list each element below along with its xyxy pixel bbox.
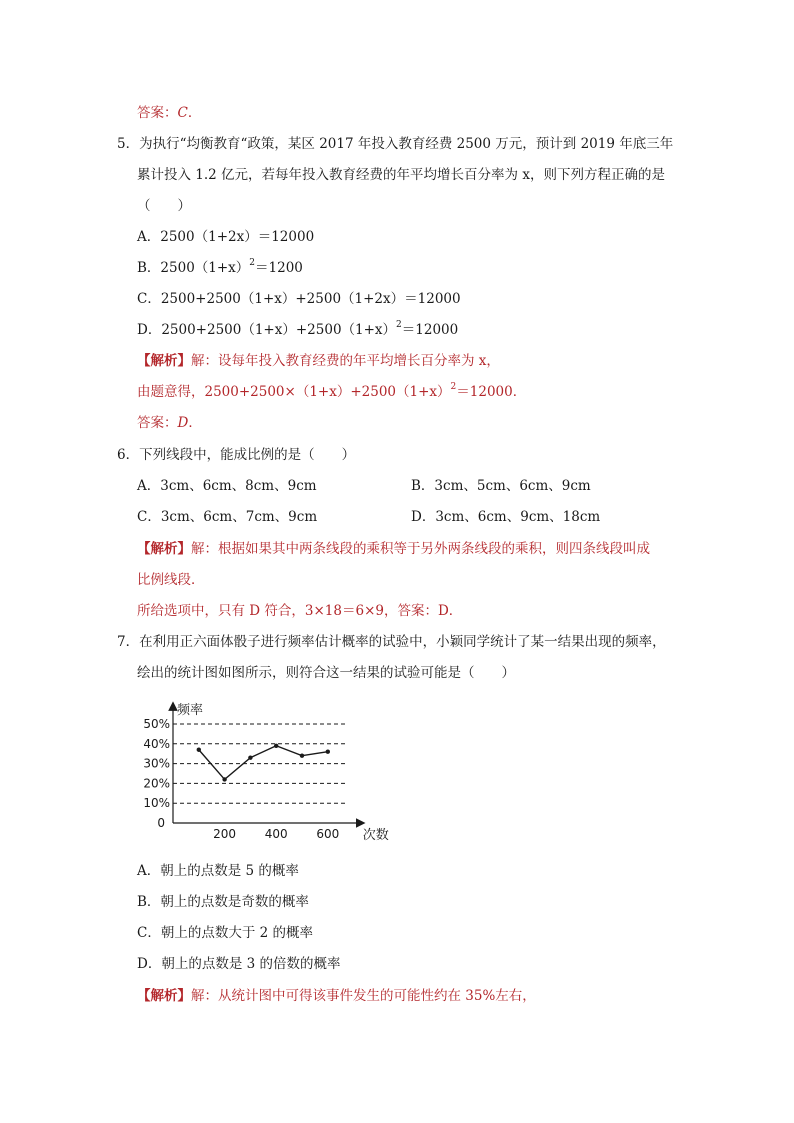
q5-analysis-line1: [137, 352, 500, 370]
x-tick-label: 200: [213, 827, 237, 841]
q7-number: 7．: [117, 634, 140, 650]
q5-analysis-tag: 【解析】: [137, 353, 191, 369]
data-point: [248, 755, 252, 759]
q5-option-b: [137, 259, 303, 277]
q5-answer-end: ．: [188, 415, 202, 431]
q5-answer: [137, 414, 202, 432]
q5-stem-line2: 累计投入 1.2 亿元，若每年投入教育经费的年平均增长百分率为 x，则下列方程正确的是: [137, 167, 665, 183]
q7-analysis-tag: 【解析】: [137, 988, 191, 1004]
q5-analysis-line2: [137, 383, 526, 401]
data-point: [197, 748, 201, 752]
q6-analysis-line3: 所给选项中，只有 D 符合，3×18＝6×9，答案：D．: [137, 603, 463, 619]
q5-option-d-sup: 2: [396, 320, 402, 330]
q5-analysis-line2-post: ＝12000．: [456, 384, 527, 400]
q4-answer-value: C: [177, 105, 188, 121]
q4-answer-end: ．: [187, 105, 202, 121]
q4-answer-label: 答案：: [137, 105, 178, 121]
q5-analysis-line2-pre: 由题意得，2500+2500×（1+x）+2500（1+x）: [137, 384, 451, 400]
q5-option-b-sup: 2: [249, 258, 256, 268]
series-line: [199, 746, 328, 780]
q5-stem-text1: 为执行“均衡教育“政策，某区 2017 年投入教育经费 2500 万元，预计到 2019 年底三年: [139, 136, 674, 152]
data-point: [274, 744, 278, 748]
q7-option-c: C．朝上的点数大于 2 的概率: [137, 925, 314, 941]
q5-option-d-pre: D．2500+2500（1+x）+2500（1+x）: [137, 322, 397, 338]
q5-answer-value: D: [177, 415, 189, 431]
q5-option-b-post: ＝1200: [255, 260, 303, 276]
q6-stem: [117, 446, 355, 464]
q7-analysis-pre: 解：: [191, 988, 218, 1004]
q5-analysis-line2-sup: 2: [450, 382, 457, 392]
q6-option-c: C．3cm、6cm、7cm、9cm: [137, 509, 318, 525]
q4-answer: [137, 104, 201, 122]
q7-analysis-line1: [137, 987, 536, 1005]
q6-analysis-line1: [137, 540, 650, 558]
q6-option-d: D．3cm、6cm、9cm、18cm: [411, 509, 601, 525]
x-tick-label: 400: [264, 827, 288, 841]
data-point: [300, 753, 304, 757]
origin-label: 0: [157, 816, 165, 830]
data-point: [326, 750, 330, 754]
q5-option-d: [137, 321, 458, 339]
q6-analysis-tag: 【解析】: [137, 541, 191, 557]
q6-stem-text: 下列线段中，能成比例的是（ ）: [139, 447, 356, 463]
q5-stem-line1: [117, 135, 673, 153]
q6-analysis-line2: 比例线段．: [137, 572, 205, 588]
x-tick-label: 600: [316, 827, 340, 841]
q5-analysis-text1: 设每年投入教育经费的年平均增长百分率为 x，: [218, 353, 500, 369]
y-tick-label: 10%: [143, 796, 170, 811]
q6-number: 6．: [117, 447, 140, 463]
q7-option-d: D．朝上的点数是 3 的倍数的概率: [137, 956, 341, 972]
frequency-chart: [135, 695, 389, 850]
q7-option-b: B．朝上的点数是奇数的概率: [137, 894, 309, 910]
q5-number: 5．: [117, 136, 140, 152]
q7-option-a: A．朝上的点数是 5 的概率: [137, 863, 299, 879]
data-point: [222, 777, 226, 781]
q6-analysis-text1: 根据如果其中两条线段的乘积等于另外两条线段的乘积，则四条线段叫成: [218, 541, 650, 557]
q6-option-b: B．3cm、5cm、6cm、9cm: [411, 478, 591, 494]
x-axis-label: 次数: [362, 828, 389, 843]
q6-analysis-pre: 解：: [191, 541, 218, 557]
q7-stem-line1: [117, 633, 666, 651]
q5-option-d-post: ＝12000: [401, 322, 459, 338]
y-tick-label: 20%: [143, 776, 170, 791]
q5-answer-label: 答案：: [137, 415, 178, 431]
q5-analysis-pre: 解：: [191, 353, 218, 369]
y-axis-label: 频率: [177, 703, 204, 719]
y-tick-label: 50%: [143, 717, 170, 731]
q5-option-c: C．2500+2500（1+x）+2500（1+2x）＝12000: [137, 291, 461, 307]
y-tick-label: 30%: [143, 756, 170, 771]
q7-analysis-text1: 从统计图中可得该事件发生的可能性约在 35%左右，: [218, 988, 536, 1004]
q6-option-a: A．3cm、6cm、8cm、9cm: [137, 478, 317, 494]
q5-option-a: A．2500（1+2x）＝12000: [137, 229, 315, 245]
q7-stem-line2: 绘出的统计图如图所示，则符合这一结果的试验可能是（ ）: [137, 665, 515, 681]
q7-stem-text1: 在利用正六面体骰子进行频率估计概率的试验中，小颖同学统计了某一结果出现的频率，: [139, 634, 666, 650]
y-tick-label: 40%: [143, 736, 170, 751]
q5-option-b-pre: B．2500（1+x）: [137, 260, 250, 276]
q5-stem-line3: （ ）: [137, 198, 191, 214]
